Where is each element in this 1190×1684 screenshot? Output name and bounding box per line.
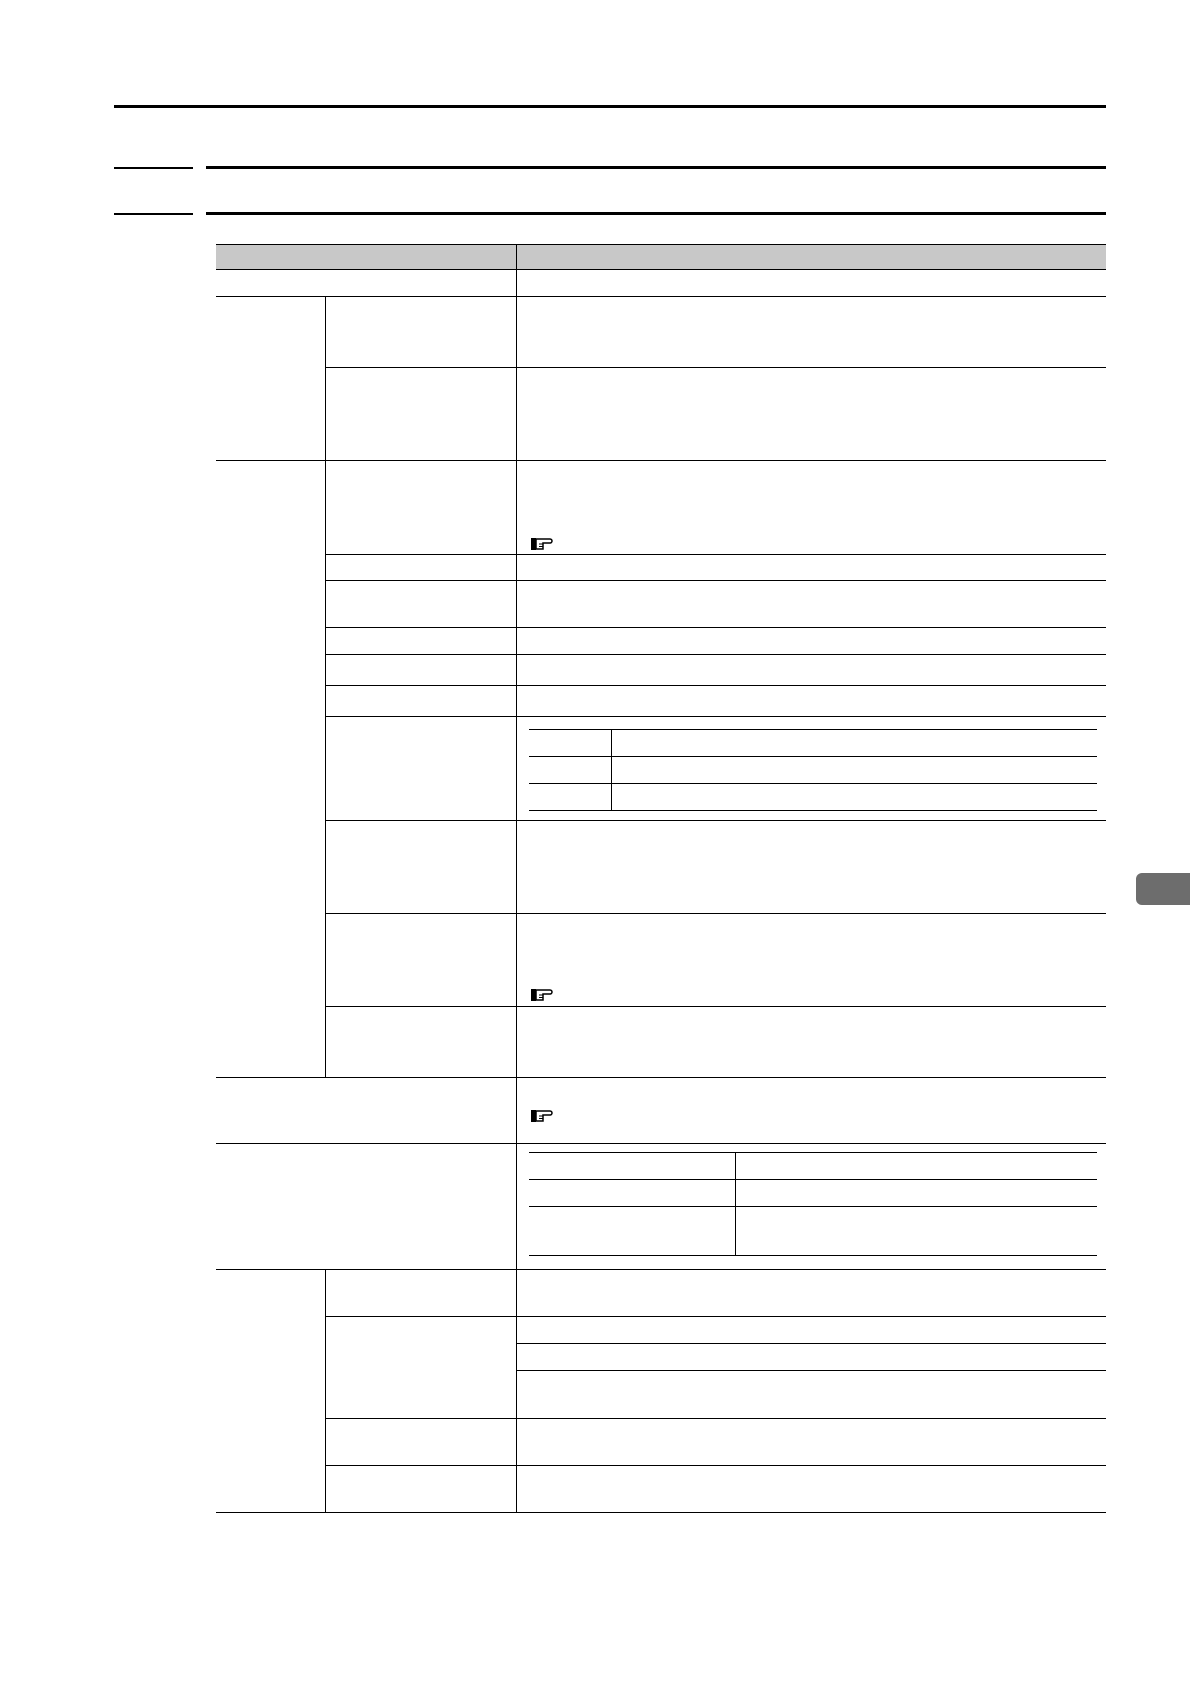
row-line bbox=[216, 1077, 1106, 1078]
top-rule bbox=[114, 105, 1106, 108]
nested-row-line bbox=[529, 1179, 1097, 1180]
sub-row-line bbox=[325, 716, 1106, 717]
nested-row-line bbox=[529, 1206, 1097, 1207]
nested-row-line bbox=[529, 783, 1097, 784]
sub-row-line bbox=[325, 580, 1106, 581]
value-row-line bbox=[516, 1343, 1106, 1344]
section-rule-short-bottom bbox=[114, 213, 193, 215]
row-line bbox=[216, 460, 1106, 461]
sub-row-line bbox=[325, 654, 1106, 655]
sub-row-line bbox=[325, 367, 1106, 368]
section-rule-long-top bbox=[206, 166, 1106, 169]
nested-row-line bbox=[529, 729, 1097, 730]
pointing-hand-icon bbox=[530, 534, 554, 552]
col-divider-group-a bbox=[325, 296, 326, 460]
row-line bbox=[216, 269, 1106, 270]
col-divider-group-b bbox=[325, 460, 326, 1077]
nested-row-line bbox=[529, 810, 1097, 811]
row-line bbox=[216, 244, 1106, 245]
nested-col-line bbox=[611, 729, 612, 810]
sub-row-line bbox=[325, 1465, 1106, 1466]
row-line bbox=[216, 1512, 1106, 1513]
sub-row-line bbox=[325, 1316, 1106, 1317]
sub-row-line bbox=[325, 913, 1106, 914]
pointing-hand-icon bbox=[530, 1106, 554, 1124]
row-line bbox=[216, 296, 1106, 297]
section-rule-short-top bbox=[114, 167, 193, 169]
chapter-tab bbox=[1136, 873, 1190, 905]
nested-col-line bbox=[735, 1152, 736, 1255]
pointing-hand-icon bbox=[530, 985, 554, 1003]
row-line bbox=[216, 1143, 1106, 1144]
sub-row-line bbox=[325, 1006, 1106, 1007]
nested-table-1 bbox=[529, 729, 1097, 811]
value-row-line bbox=[516, 1370, 1106, 1371]
nested-row-line bbox=[529, 1255, 1097, 1256]
table-header-band bbox=[216, 244, 1106, 269]
col-divider-group-c bbox=[325, 1269, 326, 1512]
sub-row-line bbox=[325, 554, 1106, 555]
row-line bbox=[216, 1269, 1106, 1270]
nested-row-line bbox=[529, 756, 1097, 757]
sub-row-line bbox=[325, 627, 1106, 628]
nested-row-line bbox=[529, 1152, 1097, 1153]
section-rule-long-bottom bbox=[206, 212, 1106, 215]
col-divider-main bbox=[516, 244, 517, 1512]
nested-table-2 bbox=[529, 1152, 1097, 1256]
sub-row-line bbox=[325, 1418, 1106, 1419]
sub-row-line bbox=[325, 685, 1106, 686]
sub-row-line bbox=[325, 820, 1106, 821]
